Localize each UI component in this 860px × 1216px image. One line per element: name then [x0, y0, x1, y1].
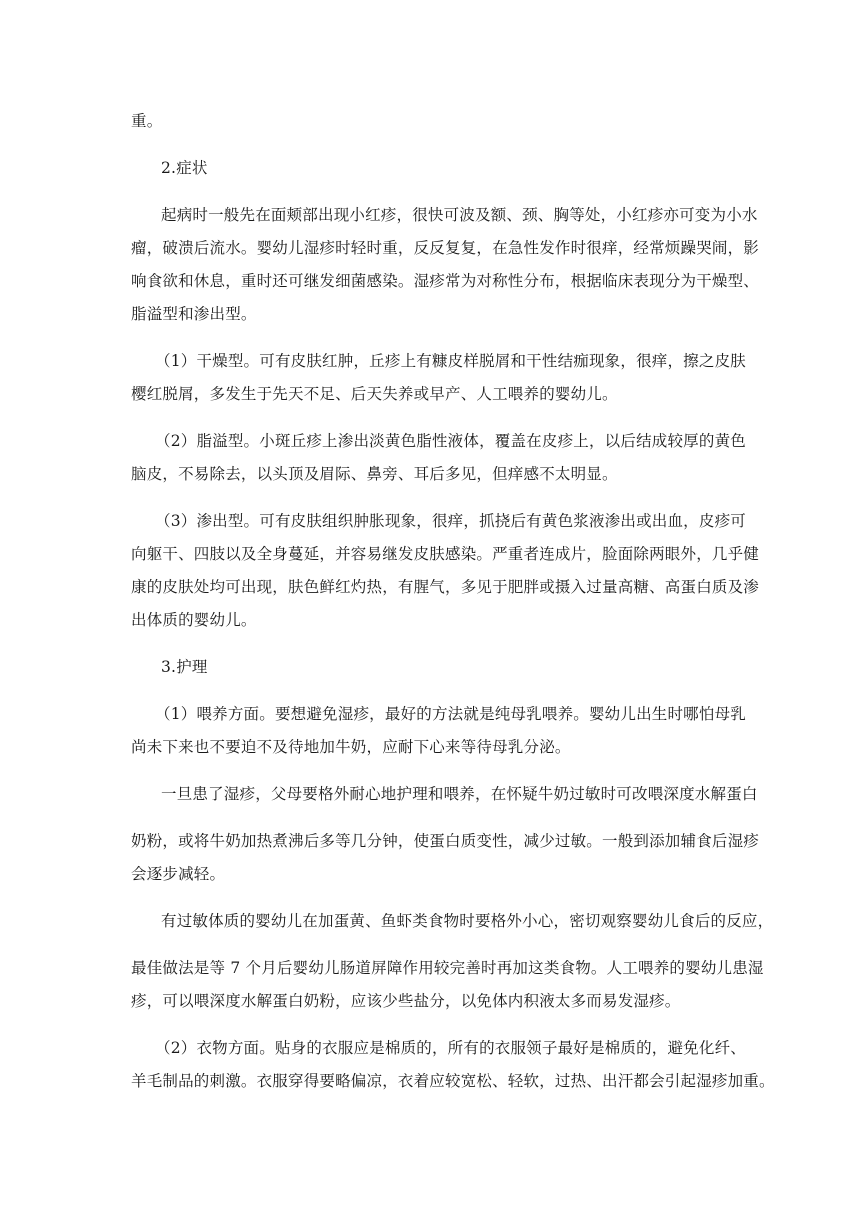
text-line: 出体质的婴幼儿。 [131, 611, 257, 629]
text-line: 羊毛制品的刺激。衣服穿得要略偏凉，衣着应较宽松、轻软，过热、出汗都会引起湿疹加重。 [131, 1072, 775, 1090]
text-line: 重。 [131, 112, 163, 130]
text-line: 奶粉，或将牛奶加热煮沸后多等几分钟，使蛋白质变性，减少过敏。一般到添加辅食后湿疹 [131, 832, 760, 850]
text-line: 尚未下来也不要迫不及待地加牛奶，应耐下心来等待母乳分泌。 [131, 738, 571, 756]
text-line: 樱红脱屑，多发生于先天不足、后天失养或早产、人工喂养的婴幼儿。 [131, 385, 618, 403]
text-line: 康的皮肤处均可出现，肤色鲜红灼热，有腥气，多见于肥胖或摄入过量高糖、高蛋白质及渗 [131, 578, 760, 596]
text-line: （1）干燥型。可有皮肤红肿，丘疹上有糠皮样脱屑和干性结痂现象，很痒，擦之皮肤 [155, 352, 746, 370]
section-heading: 3.护理 [161, 658, 208, 676]
text-line: 瘤，破溃后流水。婴幼儿湿疹时轻时重，反反复复，在急性发作时很痒，经常烦躁哭闹，影 [131, 239, 760, 257]
text-line: （2）衣物方面。贴身的衣服应是棉质的，所有的衣服领子最好是棉质的，避免化纤、 [155, 1039, 746, 1057]
text-line: 有过敏体质的婴幼儿在加蛋黄、鱼虾类食物时要格外小心，密切观察婴幼儿食后的反应， [161, 912, 774, 930]
text-line: 向躯干、四肢以及全身蔓延，并容易继发皮肤感染。严重者连成片，脸面除两眼外，几乎健 [131, 545, 760, 563]
section-heading: 2.症状 [161, 159, 208, 177]
text-line: 脂溢型和渗出型。 [131, 305, 257, 323]
text-line: 会逐步减轻。 [131, 865, 226, 883]
text-line: 脑皮，不易除去，以头顶及眉际、鼻旁、耳后多见，但痒感不太明显。 [131, 465, 618, 483]
text-line: （1）喂养方面。要想避免湿疹，最好的方法就是纯母乳喂养。婴幼儿出生时哪怕母乳 [155, 705, 746, 723]
text-line: 疹，可以喂深度水解蛋白奶粉，应该少些盐分，以免体内积液太多而易发湿疹。 [131, 992, 681, 1010]
text-line: 一旦患了湿疹，父母要格外耐心地护理和喂养，在怀疑牛奶过敏时可改喂深度水解蛋白 [161, 785, 758, 803]
text-line: 响食欲和休息，重时还可继发细菌感染。湿疹常为对称性分布，根据临床表现分为干燥型、 [131, 272, 760, 290]
text-line: 起病时一般先在面颊部出现小红疹，很快可波及额、颈、胸等处，小红疹亦可变为小水 [161, 206, 758, 224]
text-line: （2）脂溢型。小斑丘疹上渗出淡黄色脂性液体，覆盖在皮疹上，以后结成较厚的黄色 [155, 432, 746, 450]
text-line: （3）渗出型。可有皮肤组织肿胀现象，很痒，抓挠后有黄色浆液渗出或出血，皮疹可 [155, 512, 746, 530]
text-line: 最佳做法是等 7 个月后婴幼儿肠道屏障作用较完善时再加这类食物。人工喂养的婴幼儿患湿 [131, 959, 764, 977]
